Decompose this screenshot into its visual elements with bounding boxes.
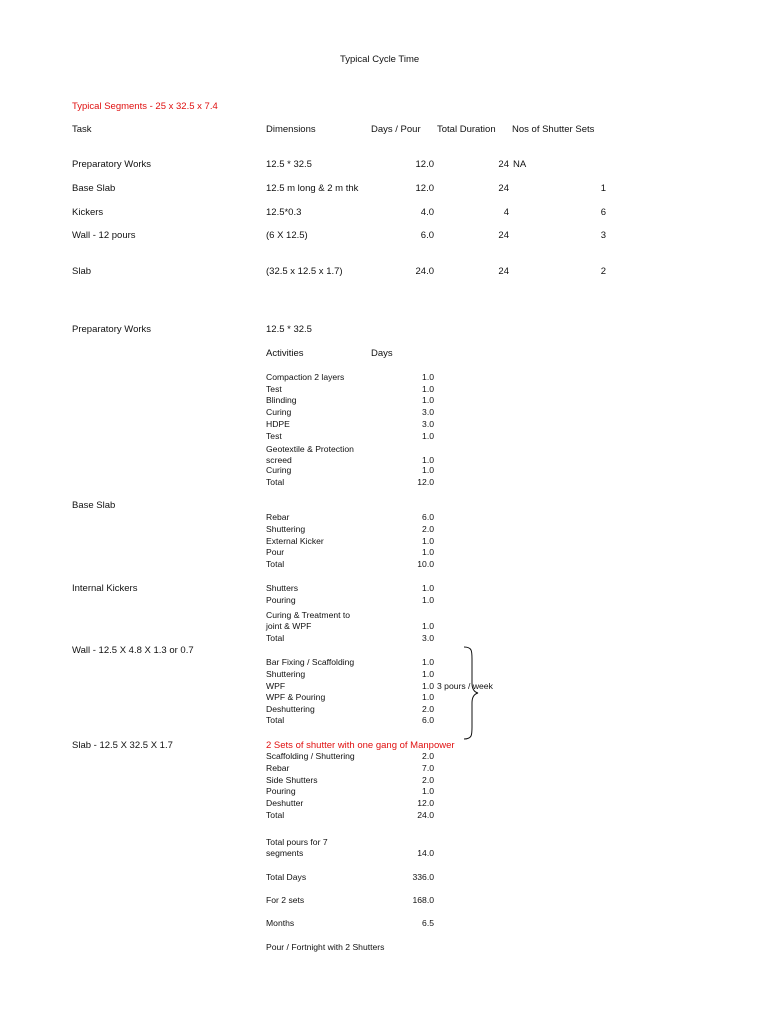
activity-name: Rebar [266,512,290,522]
total-pours-value: 14.0 [417,848,434,858]
activity-name: Test [266,431,282,441]
activity-name: Curing [266,407,292,417]
summary-task: Slab [72,266,92,277]
activity-name: Test [266,384,282,394]
activity-days: 1.0 [422,595,434,605]
activity-name: WPF [266,681,286,691]
activity-name: Pour [266,547,285,557]
header-total-duration: Total Duration [437,124,496,135]
activity-days: 1.0 [422,431,434,441]
activity-days: 1.0 [422,681,434,691]
activity-days: 2.0 [422,775,434,785]
activity-days: 1.0 [422,372,434,382]
summary-days-pour: 12.0 [415,183,434,194]
page-title: Typical Cycle Time [340,54,420,65]
activity-name: Rebar [266,763,290,773]
activity-name: External Kicker [266,536,324,546]
activity-total-label: Total [266,715,285,725]
slab-note: 2 Sets of shutter with one gang of Manpower [266,740,455,751]
activity-days: 1.0 [422,384,434,394]
total-pours-label: segments [266,848,304,858]
activity-total-days: 12.0 [417,477,434,487]
section-title: Preparatory Works [72,324,152,335]
summary-dimensions: (32.5 x 12.5 x 1.7) [266,266,343,277]
activity-total-label: Total [266,810,285,820]
activity-total-days: 3.0 [422,633,434,643]
summary-shutter-sets: 2 [600,266,606,277]
activity-total-days: 10.0 [417,559,434,569]
activity-days: 3.0 [422,407,434,417]
activity-name: Side Shutters [266,775,318,785]
pour-fortnight-note: Pour / Fortnight with 2 Shutters [266,942,385,952]
activity-name: Deshutter [266,798,304,808]
activity-name: WPF & Pouring [266,692,326,702]
col-days: Days [371,348,393,359]
activity-days: 1.0 [422,621,434,631]
summary-shutter-sets: NA [513,159,527,170]
summary-dimensions: 12.5*0.3 [266,207,302,218]
activity-name: Pouring [266,786,296,796]
header-days-pour: Days / Pour [371,124,421,135]
two-sets-label: For 2 sets [266,895,305,905]
activity-name: Deshuttering [266,704,315,714]
activity-name: Scaffolding / Shuttering [266,751,355,761]
summary-shutter-sets: 3 [600,230,606,241]
activity-days: 2.0 [422,524,434,534]
summary-shutter-sets: 1 [600,183,606,194]
activity-name: Geotextile & Protection [266,444,354,454]
total-days-value: 336.0 [412,872,434,882]
activity-name: Compaction 2 layers [266,372,345,382]
pours-per-week-note: 3 pours / week [437,681,493,691]
summary-task: Preparatory Works [72,159,152,170]
segments-subtitle: Typical Segments - 25 x 32.5 x 7.4 [72,101,218,112]
total-pours-label: Total pours for 7 [266,837,328,847]
activity-name: joint & WPF [266,621,312,631]
col-activities: Activities [266,348,304,359]
activity-total-label: Total [266,633,285,643]
activity-days: 1.0 [422,692,434,702]
activity-name: Shuttering [266,524,306,534]
activity-name: Curing [266,465,292,475]
header-shutter-sets: Nos of Shutter Sets [512,124,595,135]
activity-days: 1.0 [422,465,434,475]
header-task: Task [72,124,92,135]
activity-total-label: Total [266,559,285,569]
activity-days: 1.0 [422,786,434,796]
summary-task: Kickers [72,207,104,218]
summary-dimensions: (6 X 12.5) [266,230,308,241]
activity-days: 1.0 [422,547,434,557]
activity-days: 6.0 [422,512,434,522]
summary-days-pour: 12.0 [415,159,434,170]
activity-days: 1.0 [422,455,434,465]
activity-days: 7.0 [422,763,434,773]
activity-days: 2.0 [422,751,434,761]
summary-task: Wall - 12 pours [72,230,136,241]
activity-days: 1.0 [422,583,434,593]
summary-total-duration: 24 [498,183,509,194]
summary-total-duration: 24 [498,266,509,277]
activity-name: Curing & Treatment to [266,610,351,620]
section-title: Internal Kickers [72,583,138,594]
activity-days: 1.0 [422,657,434,667]
months-label: Months [266,918,295,928]
activity-name: Blinding [266,395,297,405]
activity-name: Shuttering [266,669,306,679]
total-days-label: Total Days [266,872,307,882]
activity-name: screed [266,455,292,465]
summary-total-duration: 4 [503,207,509,218]
summary-task: Base Slab [72,183,116,194]
activity-days: 1.0 [422,669,434,679]
summary-shutter-sets: 6 [600,207,606,218]
activity-total-days: 6.0 [422,715,434,725]
summary-dimensions: 12.5 m long & 2 m thk [266,183,359,194]
summary-days-pour: 4.0 [420,207,434,218]
months-value: 6.5 [422,918,434,928]
summary-days-pour: 24.0 [415,266,434,277]
activity-days: 1.0 [422,395,434,405]
activity-days: 1.0 [422,536,434,546]
section-dimensions: 12.5 * 32.5 [266,324,312,335]
header-dimensions: Dimensions [266,124,316,135]
section-title: Wall - 12.5 X 4.8 X 1.3 or 0.7 [72,645,194,656]
summary-total-duration: 24 [498,230,509,241]
summary-total-duration: 24 [498,159,509,170]
summary-dimensions: 12.5 * 32.5 [266,159,312,170]
section-title: Base Slab [72,500,116,511]
summary-days-pour: 6.0 [420,230,434,241]
activity-days: 12.0 [417,798,434,808]
activity-total-label: Total [266,477,285,487]
two-sets-value: 168.0 [412,895,434,905]
activity-name: Shutters [266,583,299,593]
section-title: Slab - 12.5 X 32.5 X 1.7 [72,740,173,751]
activity-name: Bar Fixing / Scaffolding [266,657,355,667]
activity-days: 3.0 [422,419,434,429]
activity-total-days: 24.0 [417,810,434,820]
activity-days: 2.0 [422,704,434,714]
activity-name: Pouring [266,595,296,605]
curly-brace-icon [462,645,482,741]
activity-name: HDPE [266,419,290,429]
